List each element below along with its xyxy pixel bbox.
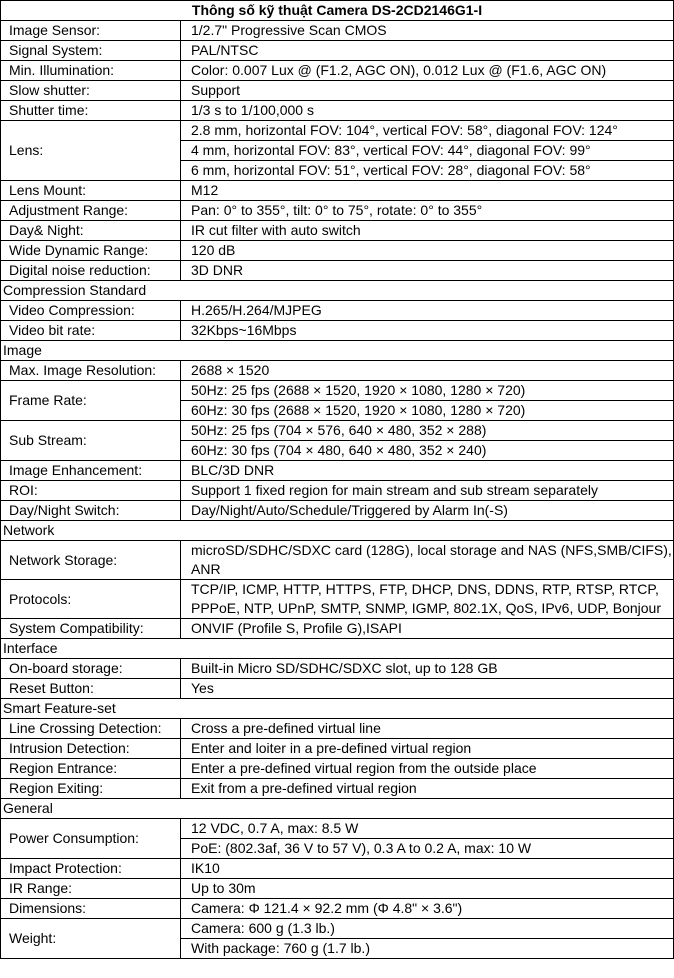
spec-label-video-bit-rate: Video bit rate: (1, 321, 181, 341)
table-row (1, 759, 674, 779)
spec-label-power-consumption: Power Consumption: (1, 819, 181, 859)
table-row (1, 81, 674, 101)
table-row (1, 421, 674, 441)
spec-value-min-illumination: Color: 0.007 Lux @ (F1.2, AGC ON), 0.012 Lux @ (F1.6, AGC ON) (181, 61, 674, 81)
section-heading-row (1, 699, 674, 719)
spec-value-ir-range: Up to 30m (181, 879, 674, 899)
section-heading-interface: Interface (1, 639, 674, 659)
spec-value-region-entrance: Enter a pre-defined virtual region from the outside place (181, 759, 674, 779)
table-row (1, 461, 674, 481)
section-heading-row (1, 639, 674, 659)
spec-label-ir-range: IR Range: (1, 879, 181, 899)
table-row (1, 41, 674, 61)
table-title: Thông số kỹ thuật Camera DS-2CD2146G1-I (1, 1, 674, 21)
spec-label-digital-noise-reduction: Digital noise reduction: (1, 261, 181, 281)
table-row (1, 739, 674, 759)
table-row (1, 619, 674, 639)
spec-value-frame-rate: 60Hz: 30 fps (2688 × 1520, 1920 × 1080, 1280 × 720) (181, 401, 674, 421)
table-row (1, 879, 674, 899)
spec-value-power-consumption: 12 VDC, 0.7 A, max: 8.5 W (181, 819, 674, 839)
table-row (1, 221, 674, 241)
table-row (1, 61, 674, 81)
spec-value-adjustment-range: Pan: 0° to 355°, tilt: 0° to 75°, rotate: 0° to 355° (181, 201, 674, 221)
table-row (1, 261, 674, 281)
section-heading-general: General (1, 799, 674, 819)
table-row (1, 899, 674, 919)
spec-value-day-night: IR cut filter with auto switch (181, 221, 674, 241)
table-row (1, 919, 674, 939)
section-heading-image: Image (1, 341, 674, 361)
table-row (1, 580, 674, 619)
spec-label-lens-mount: Lens Mount: (1, 181, 181, 201)
spec-value-line-crossing-detection: Cross a pre-defined virtual line (181, 719, 674, 739)
spec-label-reset-button: Reset Button: (1, 679, 181, 699)
spec-value-protocols: TCP/IP, ICMP, HTTP, HTTPS, FTP, DHCP, DNS, DDNS, RTP, RTSP, RTCP, PPPoE, NTP, UPnP, SMTP, SNMP, IGMP, 802.1X, QoS, IPv6, UDP, Bonjour (181, 580, 674, 619)
table-row (1, 201, 674, 221)
table-row (1, 859, 674, 879)
table-row (1, 21, 674, 41)
table-row (1, 101, 674, 121)
spec-label-system-compatibility: System Compatibility: (1, 619, 181, 639)
spec-value-impact-protection: IK10 (181, 859, 674, 879)
table-row (1, 121, 674, 141)
spec-value-shutter-time: 1/3 s to 1/100,000 s (181, 101, 674, 121)
spec-label-image-enhancement: Image Enhancement: (1, 461, 181, 481)
spec-value-dimensions: Camera: Φ 121.4 × 92.2 mm (Φ 4.8" × 3.6") (181, 899, 674, 919)
spec-value-lens: 2.8 mm, horizontal FOV: 104°, vertical FOV: 58°, diagonal FOV: 124° (181, 121, 674, 141)
spec-value-day-night-switch: Day/Night/Auto/Schedule/Triggered by Alarm In(-S) (181, 501, 674, 521)
table-row (1, 541, 674, 580)
table-row (1, 321, 674, 341)
spec-label-min-illumination: Min. Illumination: (1, 61, 181, 81)
section-heading-row (1, 281, 674, 301)
spec-value-sub-stream: 60Hz: 30 fps (704 × 480, 640 × 480, 352 × 240) (181, 441, 674, 461)
spec-label-image-sensor: Image Sensor: (1, 21, 181, 41)
spec-value-image-enhancement: BLC/3D DNR (181, 461, 674, 481)
spec-label-intrusion-detection: Intrusion Detection: (1, 739, 181, 759)
spec-label-frame-rate: Frame Rate: (1, 381, 181, 421)
spec-label-weight: Weight: (1, 919, 181, 959)
spec-value-intrusion-detection: Enter and loiter in a pre-defined virtual region (181, 739, 674, 759)
spec-label-shutter-time: Shutter time: (1, 101, 181, 121)
table-row (1, 679, 674, 699)
spec-label-max-image-resolution: Max. Image Resolution: (1, 361, 181, 381)
table-row (1, 481, 674, 501)
table-row (1, 719, 674, 739)
section-heading-row (1, 521, 674, 541)
spec-label-dimensions: Dimensions: (1, 899, 181, 919)
spec-value-system-compatibility: ONVIF (Profile S, Profile G),ISAPI (181, 619, 674, 639)
spec-label-network-storage: Network Storage: (1, 541, 181, 580)
spec-value-slow-shutter: Support (181, 81, 674, 101)
table-row (1, 659, 674, 679)
spec-value-wide-dynamic-range: 120 dB (181, 241, 674, 261)
spec-table-body (1, 1, 674, 959)
section-heading-network: Network (1, 521, 674, 541)
section-heading-compression-standard: Compression Standard (1, 281, 674, 301)
spec-value-max-image-resolution: 2688 × 1520 (181, 361, 674, 381)
section-heading-row (1, 341, 674, 361)
spec-label-lens: Lens: (1, 121, 181, 181)
table-row (1, 819, 674, 839)
table-row (1, 779, 674, 799)
spec-value-video-compression: H.265/H.264/MJPEG (181, 301, 674, 321)
spec-value-reset-button: Yes (181, 679, 674, 699)
spec-label-impact-protection: Impact Protection: (1, 859, 181, 879)
spec-label-roi: ROI: (1, 481, 181, 501)
spec-value-power-consumption: PoE: (802.3af, 36 V to 57 V), 0.3 A to 0.2 A, max: 10 W (181, 839, 674, 859)
spec-label-wide-dynamic-range: Wide Dynamic Range: (1, 241, 181, 261)
spec-label-adjustment-range: Adjustment Range: (1, 201, 181, 221)
spec-value-sub-stream: 50Hz: 25 fps (704 × 576, 640 × 480, 352 × 288) (181, 421, 674, 441)
spec-value-lens: 6 mm, horizontal FOV: 51°, vertical FOV: 28°, diagonal FOV: 58° (181, 161, 674, 181)
spec-value-video-bit-rate: 32Kbps~16Mbps (181, 321, 674, 341)
section-heading-smart-feature-set: Smart Feature-set (1, 699, 674, 719)
spec-value-weight: Camera: 600 g (1.3 lb.) (181, 919, 674, 939)
table-row (1, 361, 674, 381)
spec-label-protocols: Protocols: (1, 580, 181, 619)
spec-value-digital-noise-reduction: 3D DNR (181, 261, 674, 281)
spec-value-region-exiting: Exit from a pre-defined virtual region (181, 779, 674, 799)
spec-value-weight: With package: 760 g (1.7 lb.) (181, 939, 674, 959)
spec-value-lens: 4 mm, horizontal FOV: 83°, vertical FOV: 44°, diagonal FOV: 99° (181, 141, 674, 161)
spec-value-signal-system: PAL/NTSC (181, 41, 674, 61)
spec-value-network-storage: microSD/SDHC/SDXC card (128G), local storage and NAS (NFS,SMB/CIFS), ANR (181, 541, 674, 580)
spec-label-signal-system: Signal System: (1, 41, 181, 61)
spec-value-image-sensor: 1/2.7" Progressive Scan CMOS (181, 21, 674, 41)
spec-label-sub-stream: Sub Stream: (1, 421, 181, 461)
spec-value-roi: Support 1 fixed region for main stream and sub stream separately (181, 481, 674, 501)
spec-label-slow-shutter: Slow shutter: (1, 81, 181, 101)
spec-value-on-board-storage: Built-in Micro SD/SDHC/SDXC slot, up to 128 GB (181, 659, 674, 679)
table-row (1, 381, 674, 401)
spec-label-line-crossing-detection: Line Crossing Detection: (1, 719, 181, 739)
spec-value-lens-mount: M12 (181, 181, 674, 201)
table-row (1, 301, 674, 321)
spec-label-day-night-switch: Day/Night Switch: (1, 501, 181, 521)
table-row (1, 181, 674, 201)
spec-value-frame-rate: 50Hz: 25 fps (2688 × 1520, 1920 × 1080, 1280 × 720) (181, 381, 674, 401)
spec-label-region-exiting: Region Exiting: (1, 779, 181, 799)
table-row (1, 501, 674, 521)
spec-label-video-compression: Video Compression: (1, 301, 181, 321)
spec-label-on-board-storage: On-board storage: (1, 659, 181, 679)
section-heading-row (1, 799, 674, 819)
spec-label-day-night: Day& Night: (1, 221, 181, 241)
table-row (1, 241, 674, 261)
title-row (1, 1, 674, 21)
spec-label-region-entrance: Region Entrance: (1, 759, 181, 779)
